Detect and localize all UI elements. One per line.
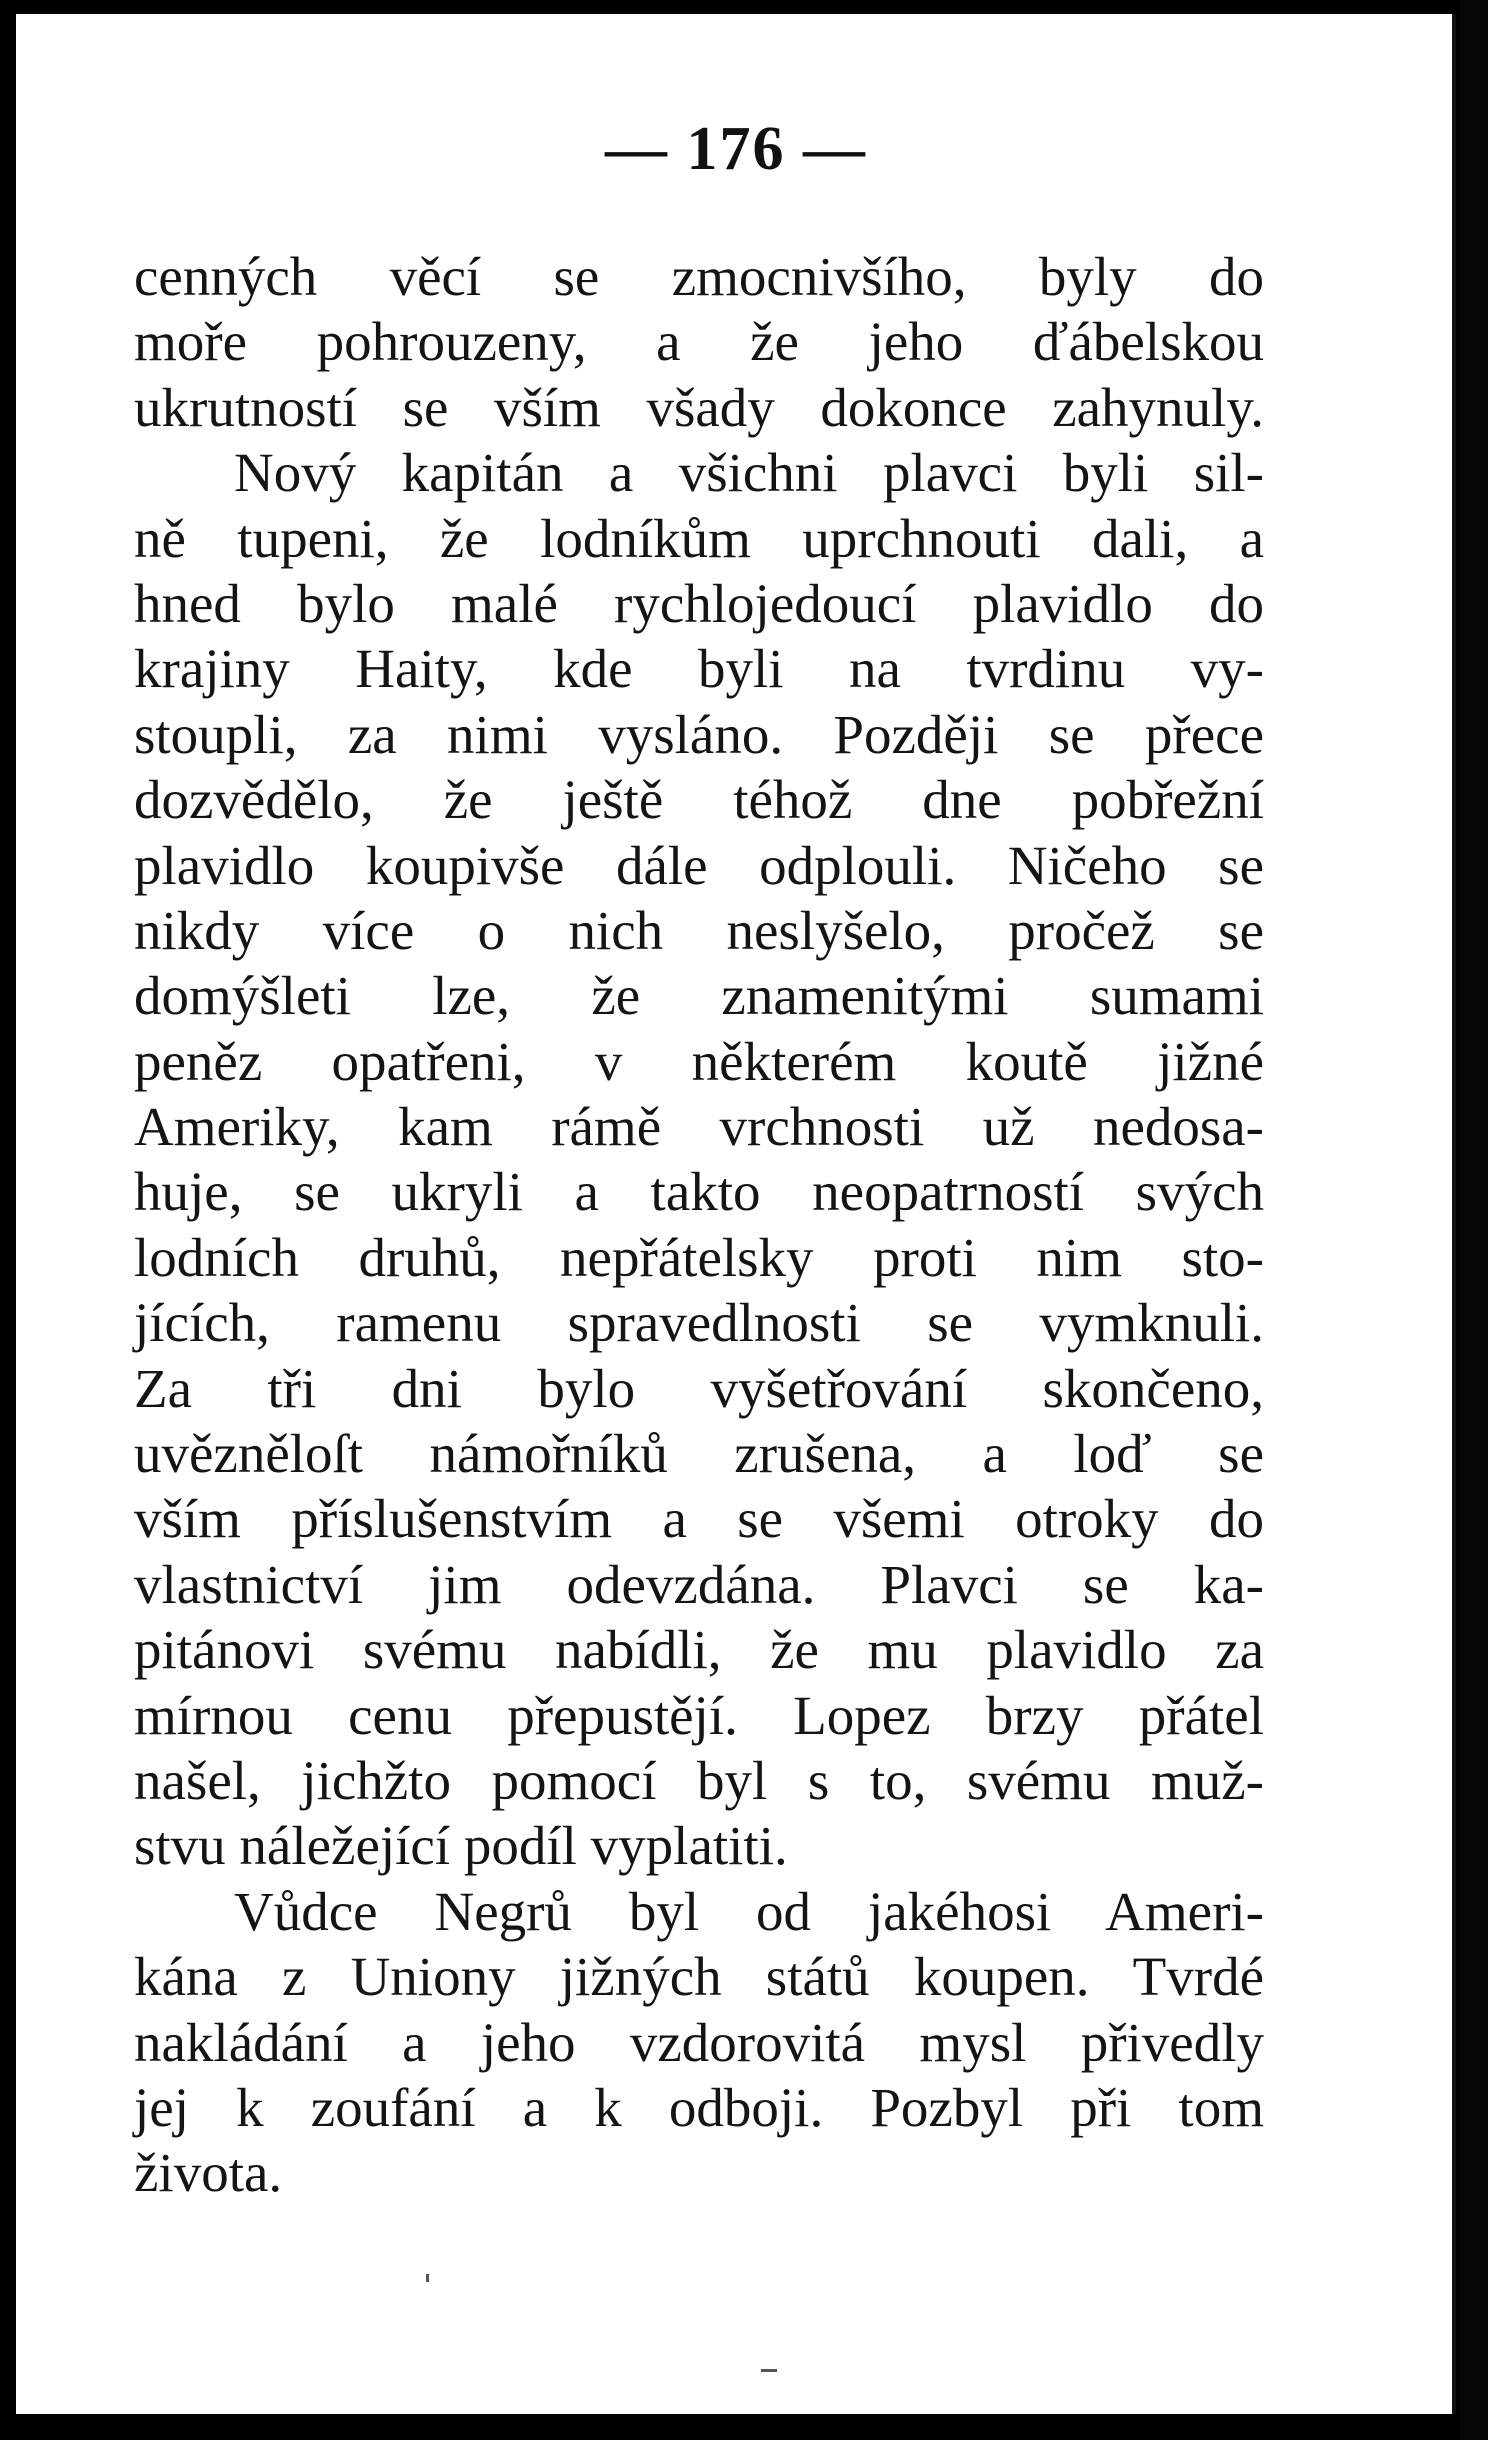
text-line: kána z Uniony jižných států koupen. Tvrdé — [134, 1946, 1264, 2008]
scan-border — [1460, 0, 1488, 2440]
text-line: nikdy více o nich neslyšelo, pročež se — [134, 899, 1264, 961]
text-line: mírnou cenu přepustějí. Lopez brzy přátel — [134, 1684, 1264, 1746]
text-line: ně tupeni, že lodníkům uprchnouti dali, a — [134, 507, 1264, 569]
text-line: dozvědělo, že ještě téhož dne pobřežní — [134, 769, 1264, 831]
text-line: vlastnictví jim odevzdána. Plavci se ka- — [134, 1553, 1264, 1615]
text-line: moře pohrouzeny, a že jeho ďábelskou — [134, 311, 1264, 373]
text-line: domýšleti lze, že znamenitými sumami — [134, 965, 1264, 1027]
text-line: krajiny Haity, kde byli na tvrdinu vy- — [134, 638, 1264, 700]
scan-speck — [761, 2369, 777, 2372]
text-line: huje, se ukryli a takto neopatrností svých — [134, 1161, 1264, 1223]
text-line: ukrutností se vším všady dokonce zahynuly. — [134, 376, 1264, 438]
paragraph-start-line: Nový kapitán a všichni plavci byli sil- — [234, 442, 1264, 504]
scan-speck — [426, 2274, 429, 2282]
text-line: lodních druhů, nepřátelsky proti nim sto- — [134, 1226, 1264, 1288]
text-line: Ameriky, kam rámě vrchnosti už nedosa- — [134, 1096, 1264, 1158]
text-line: jících, ramenu spravedlnosti se vymknuli. — [134, 1292, 1264, 1354]
text-line: jej k zoufání a k odboji. Pozbyl při tom — [134, 2076, 1264, 2138]
text-line: peněz opatřeni, v některém koutě jižné — [134, 1030, 1264, 1092]
text-line: pitánovi svému nabídli, že mu plavidlo za — [134, 1619, 1264, 1681]
paragraph-start-line: Vůdce Negrů byl od jakéhosi Ameri- — [234, 1880, 1264, 1942]
text-line: stoupli, za nimi vysláno. Později se přece — [134, 703, 1264, 765]
text-line: Za tři dni bylo vyšetřování skončeno, — [134, 1357, 1264, 1419]
paragraph-end-line: života. — [134, 2142, 283, 2204]
text-line: našel, jichžto pomocí byl s to, svému muž- — [134, 1749, 1264, 1811]
text-line: vším příslušenstvím a se všemi otroky do — [134, 1488, 1264, 1550]
body-text — [134, 244, 1264, 2206]
text-line: plavidlo koupivše dále odplouli. Ničeho se — [134, 834, 1264, 896]
text-line: hned bylo malé rychlojedoucí plavidlo do — [134, 572, 1264, 634]
text-line: uvězněloſt námořníků zrušena, a loď se — [134, 1423, 1264, 1485]
book-page — [16, 14, 1456, 2414]
page-number-header: — 176 — — [605, 115, 867, 183]
text-line: nakládání a jeho vzdorovitá mysl přivedly — [134, 2011, 1264, 2073]
paragraph-end-line: stvu náležející podíl vyplatiti. — [134, 1815, 788, 1877]
text-line: cenných věcí se zmocnivšího, byly do — [134, 246, 1264, 307]
